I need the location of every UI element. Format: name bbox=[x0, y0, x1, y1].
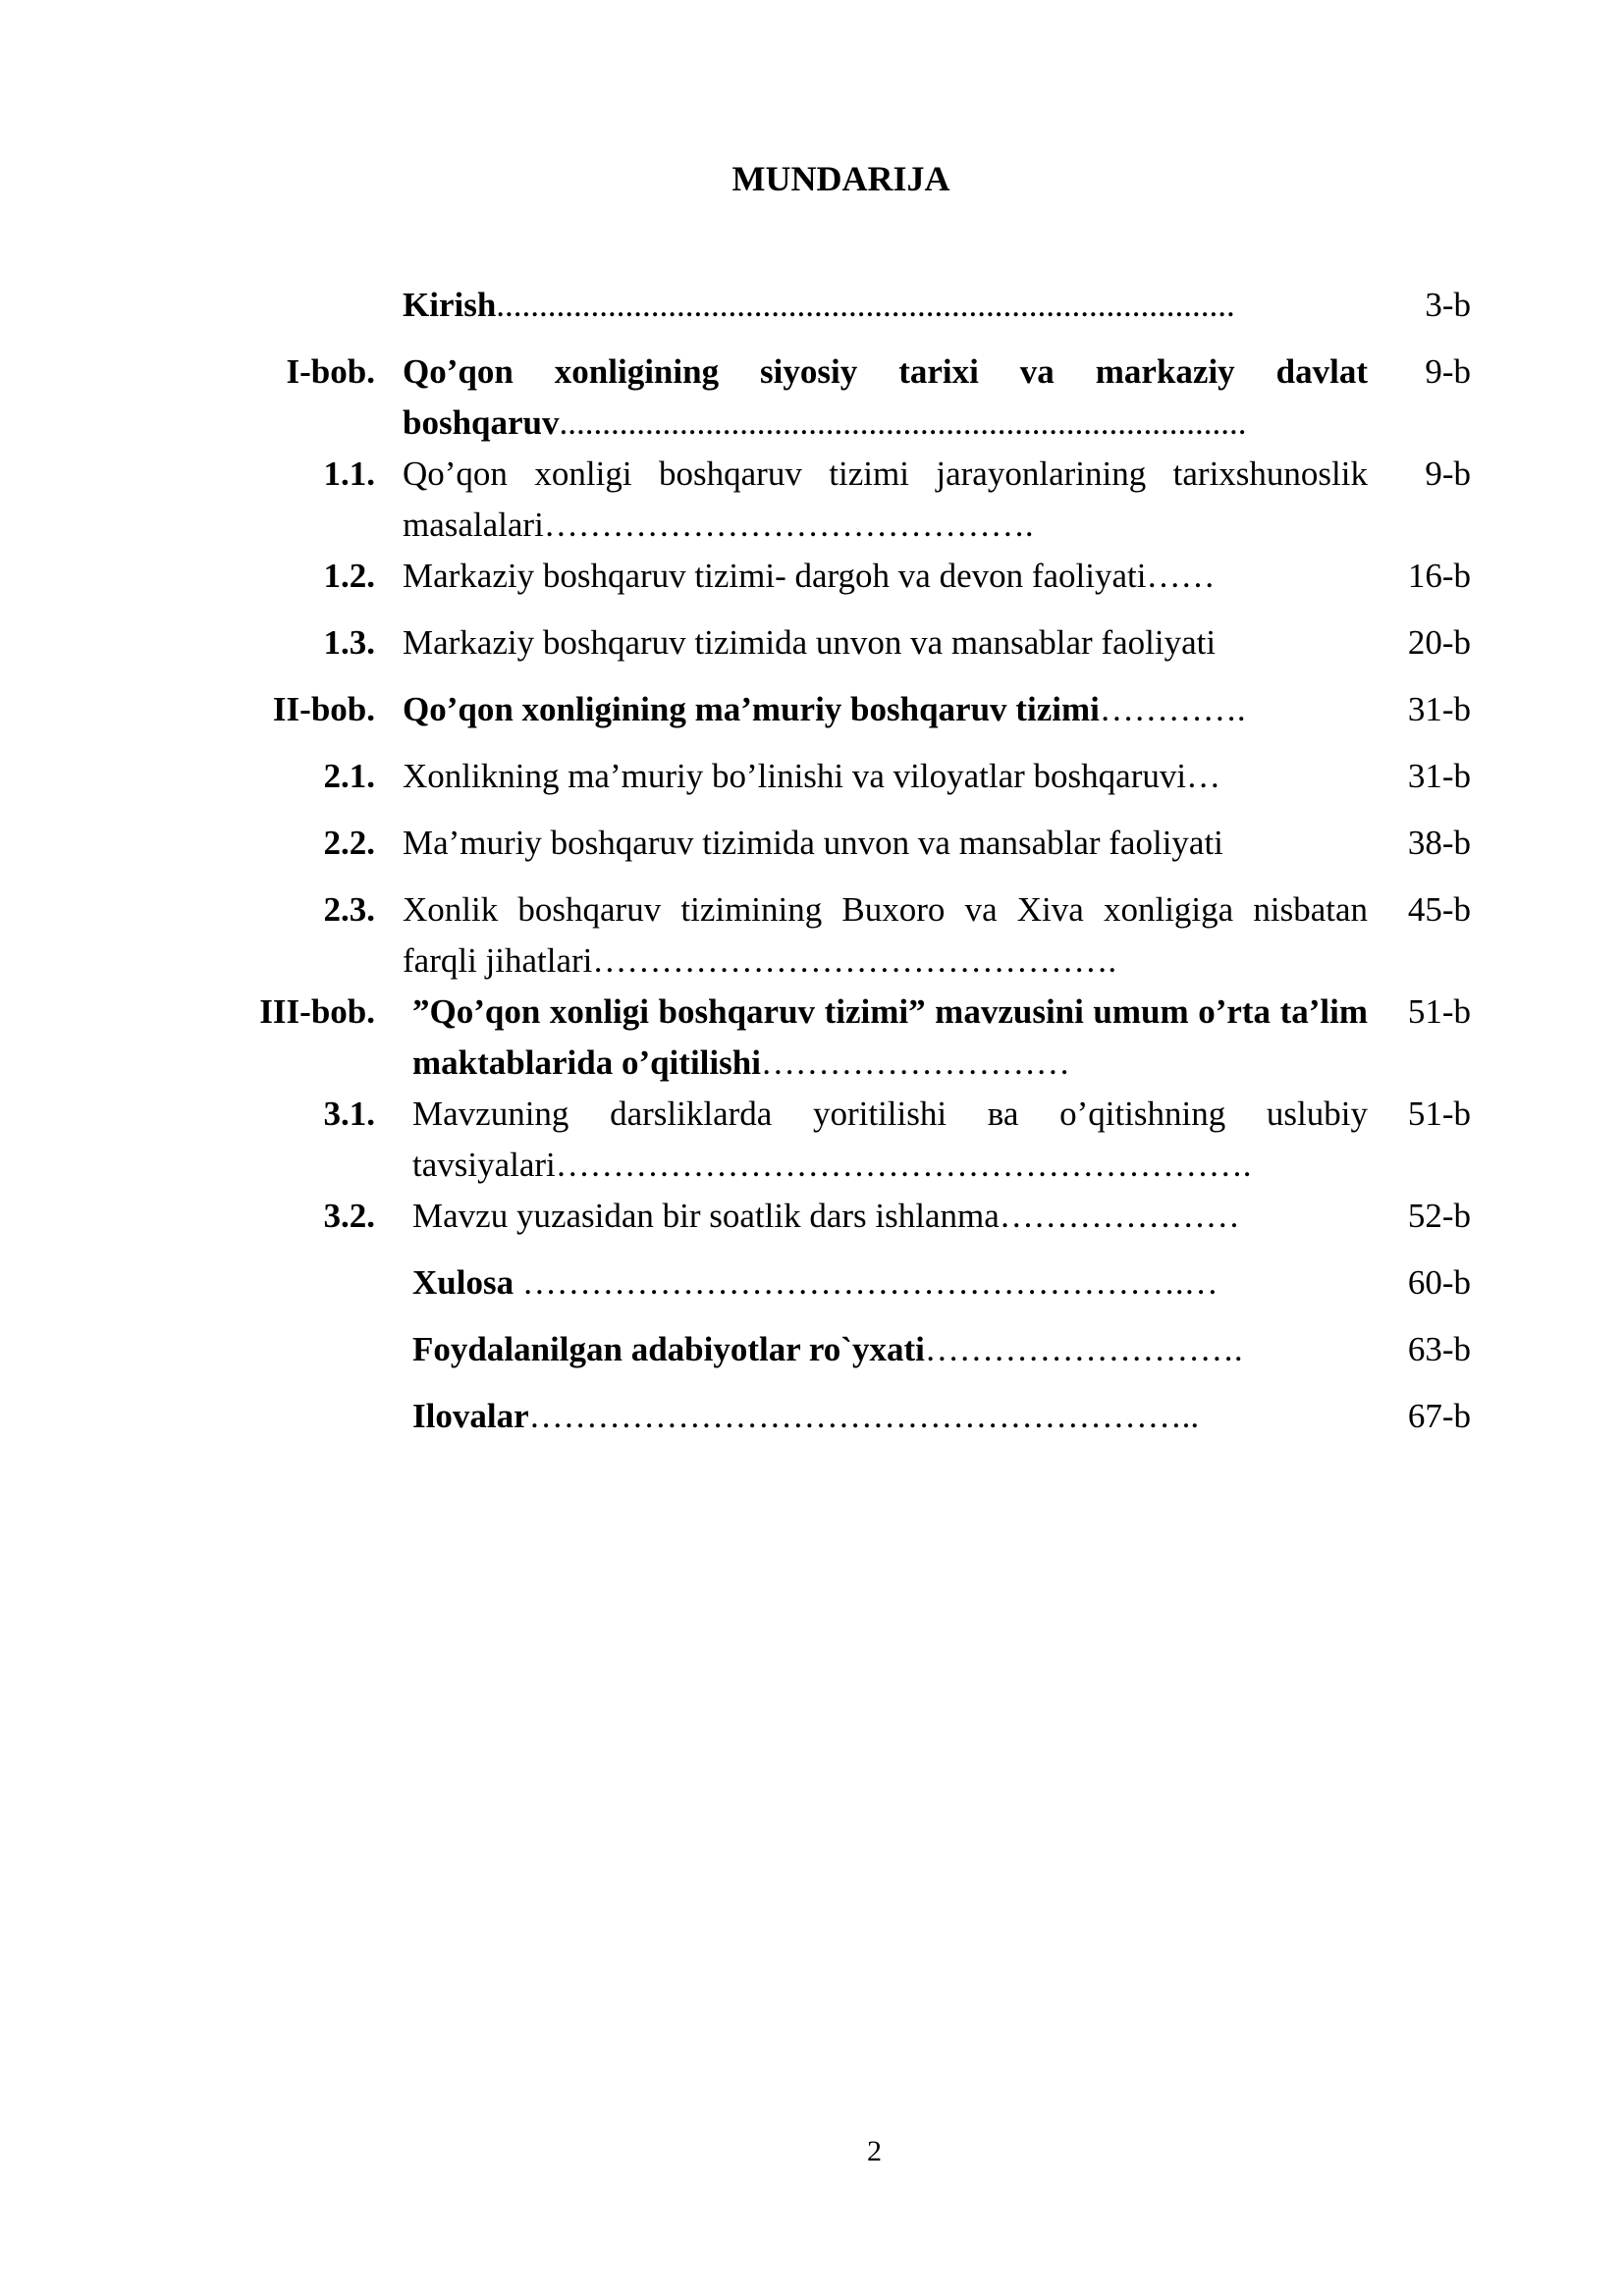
toc-title: Markaziy boshqaruv tizimi- dargoh va devon faoliyati…… bbox=[403, 557, 1216, 595]
toc-page: 3-b bbox=[1425, 286, 1471, 324]
toc-title: Qo’qon xonligi boshqaruv tizimi jarayonlarining tarixshunoslik masalalari……………………………………. bbox=[403, 454, 1368, 544]
toc-number: 2.3. bbox=[323, 890, 375, 929]
toc-title: Ilovalar………………………………………………….. bbox=[412, 1397, 1200, 1435]
toc-title: Mavzu yuzasidan bir soatlik dars ishlanma………………… bbox=[412, 1197, 1240, 1235]
toc-number: II-bob. bbox=[272, 690, 375, 728]
toc-page: 52-b bbox=[1407, 1197, 1471, 1235]
toc-page: 51-b bbox=[1407, 1095, 1471, 1133]
page-number: 2 bbox=[867, 2135, 882, 2167]
toc-page: 9-b bbox=[1425, 352, 1471, 391]
toc-title: Xonlikning ma’muriy bo’linishi va viloyatlar boshqaruvi… bbox=[403, 757, 1221, 795]
toc-number: 1.1. bbox=[323, 454, 375, 493]
toc-page: 31-b bbox=[1407, 690, 1471, 728]
toc-page: 16-b bbox=[1407, 557, 1471, 595]
toc-page: 67-b bbox=[1407, 1397, 1471, 1435]
toc-page: 31-b bbox=[1407, 757, 1471, 795]
toc-title: Markaziy boshqaruv tizimida unvon va mansablar faoliyati bbox=[403, 623, 1217, 662]
toc-title: Ma’muriy boshqaruv tizimida unvon va mansablar faoliyati bbox=[403, 824, 1223, 862]
toc-page: 45-b bbox=[1407, 890, 1471, 929]
toc-number: 3.2. bbox=[323, 1197, 375, 1235]
toc-number: 1.3. bbox=[323, 623, 375, 662]
toc-number: 2.1. bbox=[323, 757, 375, 795]
toc-page: 63-b bbox=[1407, 1330, 1471, 1368]
toc-page: 38-b bbox=[1407, 824, 1471, 862]
toc-page: 51-b bbox=[1407, 992, 1471, 1031]
toc-page: 20-b bbox=[1407, 623, 1471, 662]
toc-title: Xonlik boshqaruv tizimining Buxoro va Xiva xonligiga nisbatan farqli jihatlari………………………………………. bbox=[403, 890, 1368, 980]
toc-title: ”Qo’qon xonligi boshqaruv tizimi” mavzusini umum o’rta ta’lim maktablarida o’qitilishi……………………… bbox=[412, 992, 1368, 1082]
toc-title: Qo’qon xonligining siyosiy tarixi va markaziy davlat boshqaruv................................................................................ bbox=[403, 352, 1368, 442]
toc-number: 2.2. bbox=[323, 824, 375, 862]
page-title: MUNDARIJA bbox=[731, 159, 950, 198]
toc-title: Qo’qon xonligining ma’muriy boshqaruv tizimi…………. bbox=[403, 690, 1246, 728]
toc-number: 1.2. bbox=[323, 557, 375, 595]
toc-title: Xulosa ………………………………………………….… bbox=[412, 1263, 1218, 1302]
toc-number: I-bob. bbox=[286, 352, 375, 391]
toc-number: III-bob. bbox=[259, 992, 375, 1031]
toc-page: 9-b bbox=[1425, 454, 1471, 493]
toc-number: 3.1. bbox=[323, 1095, 375, 1133]
toc-title: Kirish...................................................................................... bbox=[403, 286, 1235, 324]
toc-page: 60-b bbox=[1407, 1263, 1471, 1302]
toc-title: Mavzuning darsliklarda yoritilishi ва o’qitishning uslubiy tavsiyalari……………………………………………………. bbox=[412, 1095, 1368, 1184]
toc-title: Foydalanilgan adabiyotlar ro`yxati………………………. bbox=[412, 1330, 1243, 1368]
